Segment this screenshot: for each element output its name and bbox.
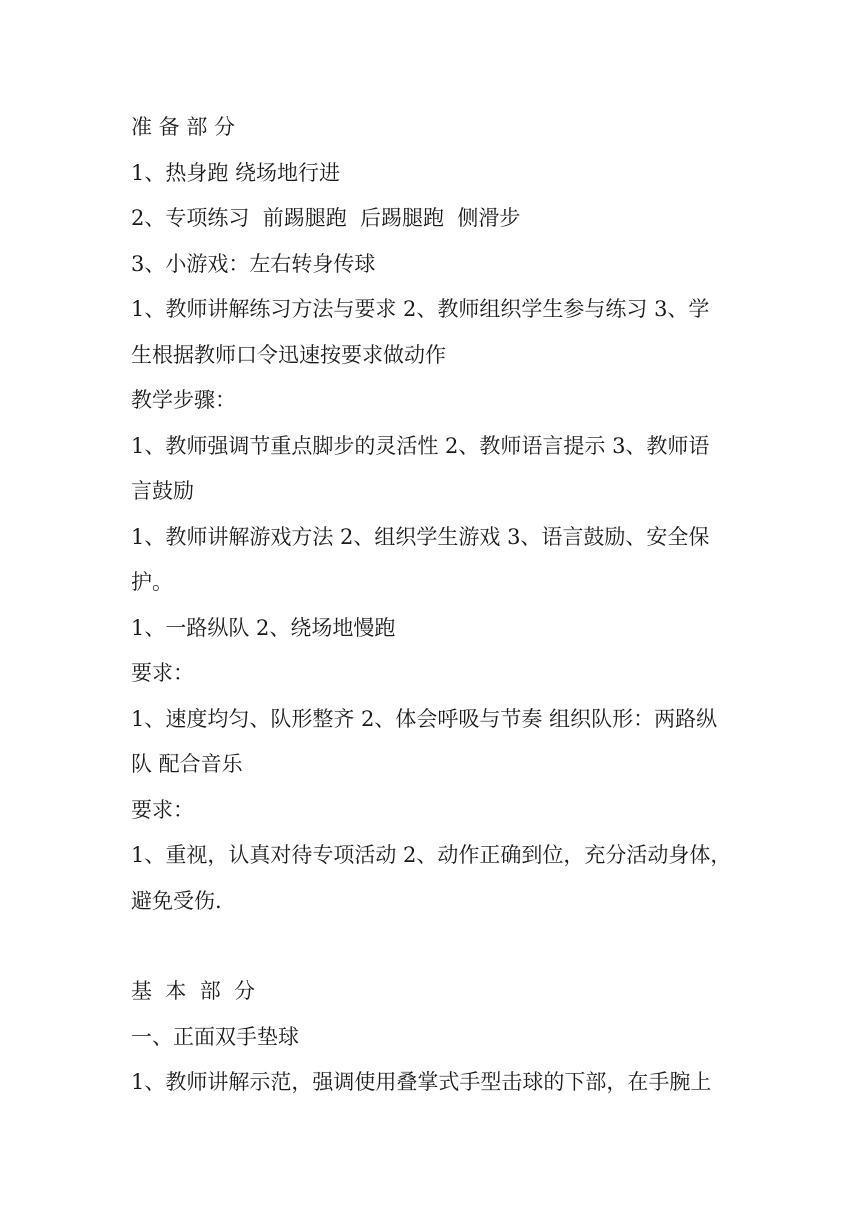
text-line: 一、正面双手垫球 bbox=[131, 1024, 299, 1049]
text-line: 1、教师讲解练习方法与要求 2、教师组织学生参与练习 3、学 bbox=[131, 297, 710, 321]
text-line: 言鼓励 bbox=[131, 479, 194, 503]
text-line: 避免受伤. bbox=[131, 888, 222, 913]
text-line: 1、一路纵队 2、绕场地慢跑 bbox=[131, 615, 396, 640]
section-heading-basic: 基 本 部 分 bbox=[131, 979, 256, 1003]
text-line: 要求： bbox=[131, 797, 194, 822]
section-heading-preparation: 准 备 部 分 bbox=[131, 115, 236, 139]
text-line: 1、速度均匀、队形整齐 2、体会呼吸与节奏 组织队形：两路纵 bbox=[131, 706, 718, 731]
text-line: 1、重视，认真对待专项活动 2、动作正确到位，充分活动身体， bbox=[131, 843, 732, 867]
text-line: 队 配合音乐 bbox=[131, 752, 243, 776]
text-line: 1、教师讲解示范，强调使用叠掌式手型击球的下部，在手腕上 bbox=[131, 1070, 712, 1094]
text-line: 1、热身跑 绕场地行进 bbox=[131, 160, 341, 185]
paragraph-gap bbox=[131, 924, 731, 969]
text-line: 教学步骤： bbox=[131, 388, 236, 412]
text-line: 3、小游戏：左右转身传球 bbox=[131, 251, 376, 276]
text-line: 护。 bbox=[131, 570, 173, 594]
text-line: 生根据教师口令迅速按要求做动作 bbox=[131, 342, 446, 367]
text-line: 1、教师强调节重点脚步的灵活性 2、教师语言提示 3、教师语 bbox=[131, 433, 710, 458]
text-line: 要求： bbox=[131, 661, 194, 685]
text-line: 1、教师讲解游戏方法 2、组织学生游戏 3、语言鼓励、安全保 bbox=[131, 524, 710, 549]
document-body bbox=[131, 105, 731, 1106]
text-line: 2、专项练习 前踢腿跑 后踢腿跑 侧滑步 bbox=[131, 206, 521, 230]
